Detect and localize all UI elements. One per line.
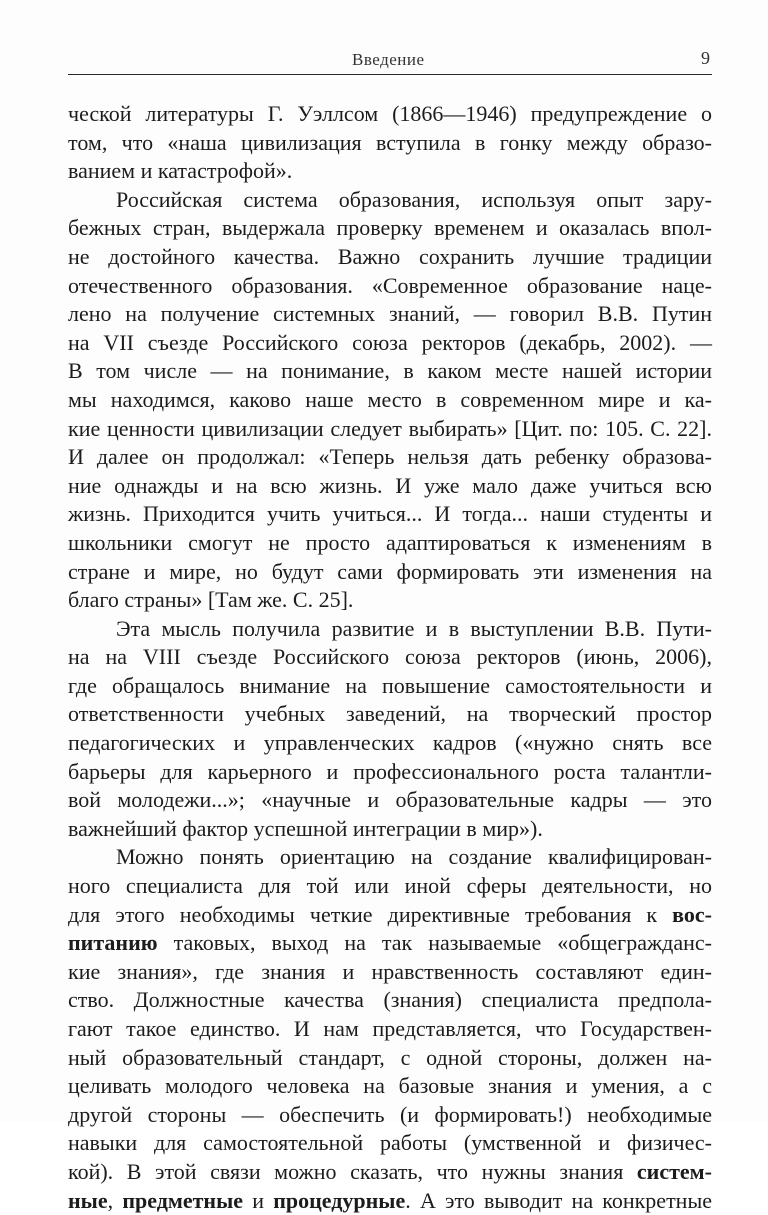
paragraph: [68, 100, 712, 186]
text-run: не достойного качества. Важно сохранить лучшие традиции: [68, 243, 712, 269]
text-run: другой стороны — обеспечить (и формировать!) необходимые: [68, 1101, 712, 1127]
text-line: [68, 214, 712, 243]
text-line: [68, 1015, 712, 1044]
text-run: бежных стран, выдержала проверку временем и оказалась впол-: [68, 215, 712, 241]
text-line: [68, 958, 712, 987]
text-run: том, что «наша цивилизация вступила в гонку между образо-: [68, 129, 712, 155]
running-header: [68, 46, 712, 75]
bold-term: процедурные: [273, 1187, 406, 1213]
text-run: Российская система образования, используя опыт зару-: [116, 186, 712, 212]
text-run: важнейший фактор успешной интеграции в мир»).: [68, 815, 543, 841]
text-line: [68, 672, 712, 701]
text-line: [68, 986, 712, 1015]
text-run: ние однажды и на всю жизнь. И уже мало даже учиться всю: [68, 472, 712, 498]
text-line: [68, 329, 712, 358]
text-line: [68, 901, 712, 930]
bold-term: предметные: [122, 1187, 244, 1213]
text-run: педагогических и управленческих кадров («нужно снять все: [68, 730, 712, 756]
text-line: [68, 129, 712, 158]
text-run: ванием и катастрофой».: [68, 158, 293, 184]
text-run: благо страны» [Там же. С. 25].: [68, 587, 354, 613]
paragraph: [68, 186, 712, 615]
text-run: И далее он продолжал: «Теперь нельзя дать ребенку образова-: [68, 444, 712, 470]
text-line: [68, 729, 712, 758]
text-line: [68, 357, 712, 386]
text-line: [68, 1129, 712, 1158]
text-run: барьеры для карьерного и профессионального роста талантли-: [68, 758, 712, 784]
text-run: целивать молодого человека на базовые знания и умения, а с: [68, 1073, 712, 1099]
text-line: [68, 1158, 712, 1187]
text-run: кой). В этой связи можно сказать, что нужны знания: [68, 1158, 637, 1184]
text-run: мы находимся, каково наше место в современном мире и ка-: [68, 386, 712, 412]
text-run: где обращалось внимание на повышение самостоятельности и: [68, 672, 712, 698]
text-line: [68, 415, 712, 444]
bold-term: ные: [68, 1187, 108, 1213]
text-line: [68, 815, 712, 844]
text-run: ответственности учебных заведений, на творческий простор: [68, 701, 712, 727]
bold-term: вос-: [672, 901, 712, 927]
text-line: [68, 586, 712, 615]
text-run: Можно понять ориентацию на создание квалифицирован-: [116, 844, 712, 870]
paragraph: [68, 615, 712, 844]
text-line: [68, 157, 712, 186]
text-run: ство. Должностные качества (знания) специалиста предпола-: [68, 987, 712, 1013]
text-run: таковых, выход на так называемые «общегражданс-: [157, 930, 712, 956]
text-line: [68, 472, 712, 501]
text-run: на на VIII съезде Российского союза ректоров (июнь, 2006),: [68, 644, 712, 670]
text-run: отечественного образования. «Современное образование наце-: [68, 272, 712, 298]
paragraph: [68, 843, 712, 1215]
text-line: [68, 758, 712, 787]
text-run: гают такое единство. И нам представляется, что Государствен-: [68, 1016, 712, 1041]
text-line: [68, 786, 712, 815]
text-run: Эта мысль получила развитие и в выступлении В.В. Пути-: [116, 615, 712, 641]
text-run: навыки для самостоятельной работы (умственной и физичес-: [68, 1130, 712, 1156]
text-line: [68, 643, 712, 672]
bold-term: систем-: [636, 1158, 712, 1184]
text-run: и: [243, 1187, 274, 1213]
text-run: ческой литературы Г. Уэллсом (1866—1946) предупреждение о: [68, 101, 712, 126]
text-line: [68, 872, 712, 901]
page-number: 9: [701, 48, 710, 68]
text-line: [68, 272, 712, 301]
text-line: [68, 700, 712, 729]
text-line: [68, 100, 712, 129]
text-line: [68, 929, 712, 958]
text-line: [68, 1101, 712, 1130]
body-text: [68, 100, 712, 1215]
text-line: [68, 500, 712, 529]
text-run: лено на получение системных знаний, — говорил В.В. Путин: [68, 301, 712, 327]
text-run: ,: [107, 1187, 123, 1213]
text-line: [68, 558, 712, 587]
text-line: [68, 1072, 712, 1101]
text-run: для этого необходимы четкие директивные требования к: [68, 901, 673, 927]
text-line: [68, 529, 712, 558]
text-run: школьники смогут не просто адаптироваться к изменениям в: [68, 529, 712, 555]
text-line: [68, 615, 712, 644]
text-line: [68, 443, 712, 472]
text-line: [68, 386, 712, 415]
text-line: [68, 186, 712, 215]
text-run: жизнь. Приходится учить учиться... И тогда... наши студенты и: [68, 501, 712, 527]
text-line: [68, 243, 712, 272]
text-run: вой молодежи...»; «научные и образовательные кадры — это: [68, 787, 712, 813]
text-run: на VII съезде Российского союза ректоров (декабрь, 2002). —: [68, 329, 712, 355]
text-run: ный образовательный стандарт, с одной стороны, должен на-: [68, 1044, 712, 1070]
text-run: стране и мире, но будут сами формировать эти изменения на: [68, 558, 712, 584]
text-run: . А это выводит на конкретные: [405, 1187, 713, 1213]
text-run: ного специалиста для той или иной сферы деятельности, но: [68, 873, 712, 899]
text-line: [68, 1187, 712, 1215]
section-title: Введение: [352, 50, 425, 69]
text-line: [68, 843, 712, 872]
text-line: [68, 300, 712, 329]
text-run: кие знания», где знания и нравственность составляют един-: [68, 958, 712, 984]
text-run: кие ценности цивилизации следует выбирать» [Цит. по: 105. С. 22].: [68, 415, 712, 441]
bold-term: питанию: [68, 930, 158, 956]
text-run: В том числе — на понимание, в каком месте нашей истории: [68, 358, 712, 384]
text-line: [68, 1044, 712, 1073]
